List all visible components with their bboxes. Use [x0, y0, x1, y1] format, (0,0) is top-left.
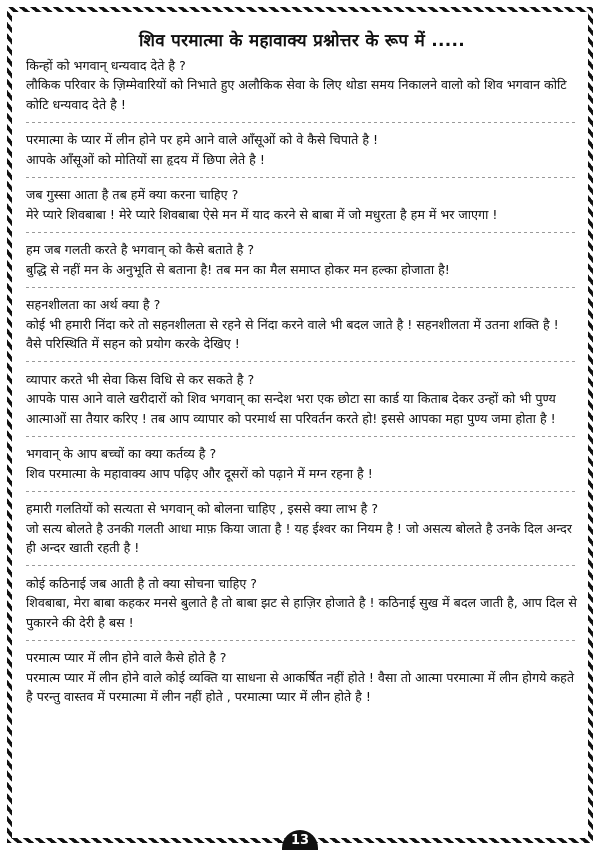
answer-5: कोई भी हमारी निंदा करे तो सहनशीलता से रहने से निंदा करने वाले भी बदल जाते है ! सहनशीलता में उतना शक्ति है ! वैसे परिस्थिति में सहन को प्रयोग करके देखिए ! [26, 316, 559, 351]
divider [26, 430, 578, 442]
answer-3: मेरे प्यारे शिवबाबा ! मेरे प्यारे शिवबाबा ऐसे मन में याद करने से बाबा में जो मधुरता है हम में भर जाएगा ! [26, 206, 498, 222]
divider [26, 560, 578, 572]
answer-2: आपके आँसूओं को मोतियों सा हृदय में छिपा लेते है ! [26, 151, 265, 167]
page-title: शिव परमात्मा के महावाक्य प्रश्नोत्तर के रूप में ..... [138, 31, 466, 51]
qa-block-9 [26, 574, 578, 633]
divider [26, 281, 578, 293]
divider [26, 171, 578, 183]
answer-1: लौकिक परिवार के ज़िम्मेवारियों को निभाते हुए अलौकिक सेवा के लिए थोडा समय निकालने वालो को शिव भगवान कोटि कोटि धन्यवाद देते है ! [26, 77, 567, 112]
answer-7: शिव परमात्मा के महावाक्य आप पढ़िए और दूसरों को पढ़ाने में मग्न रहना है ! [26, 465, 373, 481]
question-1: किन्हों को भगवान् धन्यवाद देते है ? [26, 57, 186, 73]
qa-block-10 [26, 648, 578, 707]
qa-block-5 [26, 295, 578, 354]
question-3: जब गुस्सा आता है तब हमें क्या करना चाहिए ? [26, 187, 239, 202]
answer-6: आपके पास आने वाले खरीदारों को शिव भगवान् का सन्देश भरा एक छोटा सा कार्ड या किताब देकर उन्हों को भी पुण्य आत्माओं सा तैयार करिए ! तब आप व्यापार को परमार्थ सा परिवर्तन करते हो! इससे आपका महा पुण्य जमा होता है ! [26, 391, 556, 426]
question-8: हमारी गलतियों को सत्यता से भगवान् को बोलना चाहिए , इससे क्या लाभ है ? [26, 501, 379, 516]
answer-4: बुद्धि से नहीं मन के अनुभूति से बताना है! तब मन का मैल समाप्त होकर मन हल्का होजाता है! [26, 261, 450, 277]
qa-block-7 [26, 444, 578, 483]
divider [26, 485, 578, 497]
divider [26, 226, 578, 238]
qa-block-1 [26, 56, 578, 115]
qa-block-4 [26, 240, 578, 279]
qa-block-2 [26, 130, 578, 169]
qa-block-8 [26, 499, 578, 558]
qa-block-3 [26, 185, 578, 224]
qa-block-6 [26, 370, 578, 429]
answer-9: शिवबाबा, मेरा बाबा कहकर मनसे बुलाते है तो बाबा झट से हाज़िर होजाते है ! कठिनाई सुख में बदल जाती है, आप दिल से पुकारने की देरी है बस ! [26, 595, 577, 630]
question-9: कोई कठिनाई जब आती है तो क्या सोचना चाहिए ? [26, 575, 257, 591]
answer-8: जो सत्य बोलते है उनकी गलती आधा माफ़ किया जाता है ! यह ईश्वर का नियम है ! जो असत्य बोलते है उनके दिल अन्दर ही अन्दर खाती रहती है ! [26, 520, 572, 555]
page-content [26, 32, 578, 707]
answer-10: परमात्म प्यार में लीन होने वाले कोई व्यक्ति या साधना से आकर्षित नहीं होते ! वैसा तो आत्मा परमात्मा में लीन होगये कहते है परन्तु वास्तव में परमात्मा में लीन नहीं होते , परमात्मा प्यार में लीन होते है ! [26, 669, 575, 704]
page-number: 13 [282, 830, 318, 850]
divider [26, 356, 578, 368]
question-4: हम जब गलती करते है भगवान् को कैसे बताते है ? [26, 242, 255, 257]
question-5: सहनशीलता का अर्थ क्या है ? [26, 297, 161, 312]
question-6: व्यापार करते भी सेवा किस विधि से कर सकते है ? [26, 371, 255, 387]
divider [26, 116, 578, 128]
divider [26, 634, 578, 646]
question-10: परमात्म प्यार में लीन होने वाले कैसे होते है ? [26, 650, 227, 665]
question-7: भगवान् के आप बच्चों का क्या कर्तव्य है ? [26, 446, 217, 461]
question-2: परमात्मा के प्यार में लीन होने पर हमे आने वाले आँसूओं को वे कैसे चिपाते है ! [26, 132, 379, 147]
